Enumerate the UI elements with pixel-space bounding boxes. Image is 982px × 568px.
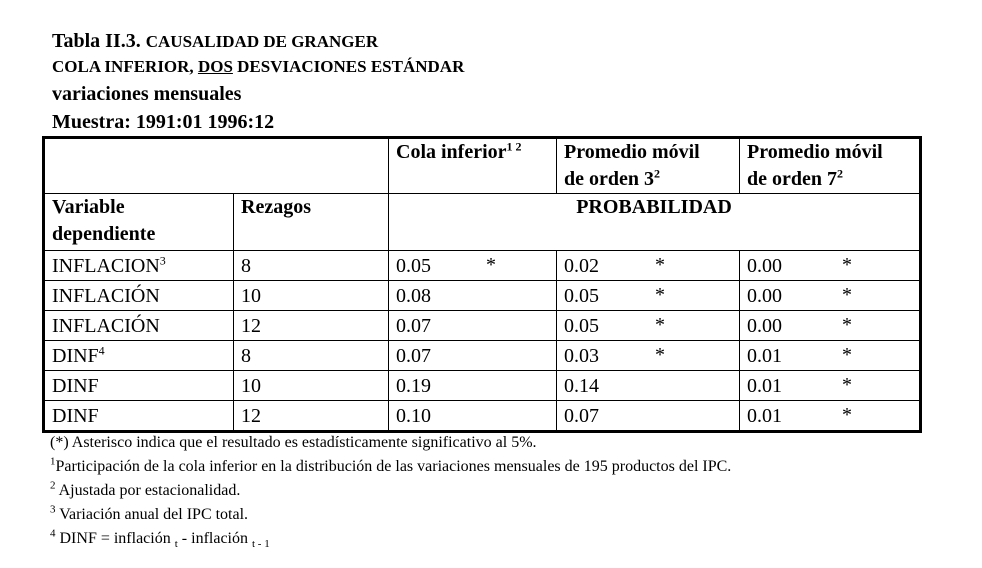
- cell-pm3: [557, 311, 740, 341]
- footnote-3: [50, 503, 731, 527]
- header-pm3-line1: Promedio móvil: [564, 141, 700, 163]
- pm3-value: 0.05: [564, 314, 599, 337]
- cell-variable: [44, 251, 234, 281]
- cell-pm7: [740, 251, 921, 281]
- header-empty-cell: [44, 138, 389, 194]
- cell-cola-inferior: [389, 341, 557, 371]
- cola-value: 0.05: [396, 254, 431, 277]
- cell-pm7: [740, 281, 921, 311]
- footnote-4-sub-t1: t - 1: [252, 538, 270, 551]
- pm7-value: 0.01: [747, 404, 782, 427]
- pm3-value: 0.03: [564, 344, 599, 367]
- header-cola-inferior: Cola inferior$^{1 2}$: [389, 138, 557, 194]
- pm3-value: 0.02: [564, 254, 599, 277]
- header-variable-line2: dependiente: [52, 223, 156, 245]
- cell-variable: [44, 281, 234, 311]
- table-row: [44, 401, 921, 432]
- footnote-4-mark: 4: [50, 527, 56, 540]
- subtitle-line-3: variaciones mensuales: [52, 83, 242, 105]
- table-row: [44, 371, 921, 401]
- footnotes: [50, 431, 731, 551]
- header-row-1: [44, 138, 921, 194]
- cell-pm3: [557, 341, 740, 371]
- cell-rezagos: 12: [234, 311, 389, 341]
- variable-name: INFLACION: [52, 254, 160, 277]
- header-pm7-line1: Promedio móvil: [747, 141, 883, 163]
- pm7-value: 0.00: [747, 314, 782, 337]
- variable-name: DINF: [52, 344, 99, 367]
- pm3-significance-star: *: [655, 314, 665, 336]
- footnote-2: [50, 479, 731, 503]
- variable-name: INFLACIÓN: [52, 314, 160, 337]
- pm3-significance-star: *: [655, 284, 665, 306]
- footnote-significance: (*) Asterisco indica que el resultado es estadísticamente significativo al 5%.: [50, 434, 537, 451]
- header-pm3-sup: 2: [654, 166, 660, 181]
- pm3-value: 0.14: [564, 374, 599, 397]
- footnote-1: [50, 455, 731, 479]
- variable-name: INFLACIÓN: [52, 284, 160, 307]
- variable-name: DINF: [52, 404, 99, 427]
- cola-value: 0.07: [396, 314, 431, 337]
- footnote-1-text: Participación de la cola inferior en la distribución de las variaciones mensuales de 195 productos del IPC.: [55, 458, 732, 475]
- variable-name: DINF: [52, 374, 99, 397]
- header-pm7-sup: 2: [837, 166, 843, 181]
- cell-pm3: [557, 281, 740, 311]
- footnote-4: [50, 527, 731, 551]
- cola-significance-star: *: [486, 254, 496, 276]
- header-variable-line1: Variable: [52, 196, 125, 218]
- cell-rezagos: 12: [234, 401, 389, 432]
- cola-value: 0.08: [396, 284, 431, 307]
- pm3-significance-star: *: [655, 344, 665, 366]
- cell-rezagos: 10: [234, 281, 389, 311]
- pm3-value: 0.07: [564, 404, 599, 427]
- cola-value: 0.07: [396, 344, 431, 367]
- cell-cola-inferior: [389, 281, 557, 311]
- pm7-significance-star: *: [842, 314, 852, 336]
- table-row: [44, 281, 921, 311]
- subtitle-2-start: COLA INFERIOR,: [52, 57, 198, 76]
- cell-cola-inferior: [389, 311, 557, 341]
- cell-pm3: [557, 371, 740, 401]
- pm7-value: 0.01: [747, 344, 782, 367]
- cell-rezagos: 8: [234, 251, 389, 281]
- pm7-value: 0.01: [747, 374, 782, 397]
- cola-value: 0.10: [396, 404, 431, 427]
- header-pm3-line2: de orden 3: [564, 168, 654, 190]
- header-variable: [44, 194, 234, 251]
- pm3-significance-star: *: [655, 254, 665, 276]
- cell-variable: [44, 311, 234, 341]
- pm7-significance-star: *: [842, 284, 852, 306]
- header-pm3: [557, 138, 740, 194]
- header-rezagos: Rezagos: [234, 194, 389, 251]
- footnote-2-mark: 2: [50, 479, 56, 492]
- cell-pm7: [740, 371, 921, 401]
- footnote-4-sub-t: t: [174, 538, 178, 551]
- cell-cola-inferior: [389, 401, 557, 432]
- cell-variable: [44, 371, 234, 401]
- variable-footnote-mark: 4: [98, 342, 105, 357]
- header-pm7-line2: de orden 7: [747, 168, 837, 190]
- pm7-significance-star: *: [842, 254, 852, 276]
- subtitle-2-underlined: DOS: [197, 57, 233, 76]
- table-row: [44, 341, 921, 371]
- granger-table: [42, 136, 922, 433]
- cell-pm7: [740, 401, 921, 432]
- cell-pm3: [557, 401, 740, 432]
- cell-pm7: [740, 311, 921, 341]
- table-number: Tabla II.3.: [52, 30, 141, 52]
- header-row-2: [44, 194, 921, 251]
- header-probabilidad: PROBABILIDAD: [389, 194, 921, 251]
- header-cola-sup: 1 2: [506, 139, 522, 154]
- pm7-significance-star: *: [842, 344, 852, 366]
- table-row: [44, 311, 921, 341]
- cell-cola-inferior: [389, 371, 557, 401]
- sample-period: Muestra: 1991:01 1996:12: [52, 111, 275, 133]
- table-title: [52, 30, 378, 53]
- footnote-4-text-b: - inflación: [177, 530, 252, 547]
- cell-cola-inferior: [389, 251, 557, 281]
- header-pm7: [740, 138, 921, 194]
- cell-pm3: [557, 251, 740, 281]
- subtitle-2-end: DESVIACIONES ESTÁNDAR: [232, 57, 465, 76]
- pm7-significance-star: *: [842, 374, 852, 396]
- footnote-3-mark: 3: [50, 503, 56, 516]
- variable-footnote-mark: 3: [159, 252, 166, 267]
- subtitle-line-2: [52, 57, 464, 77]
- cell-variable: [44, 341, 234, 371]
- cell-pm7: [740, 341, 921, 371]
- footnote-1-mark: 1: [50, 455, 56, 468]
- pm7-value: 0.00: [747, 284, 782, 307]
- cell-variable: [44, 401, 234, 432]
- pm7-value: 0.00: [747, 254, 782, 277]
- footnote-2-text: Ajustada por estacionalidad.: [55, 482, 241, 499]
- table-row: [44, 251, 921, 281]
- pm3-value: 0.05: [564, 284, 599, 307]
- cell-rezagos: 10: [234, 371, 389, 401]
- table-name: CAUSALIDAD DE GRANGER: [145, 32, 379, 51]
- cell-rezagos: 8: [234, 341, 389, 371]
- footnote-3-text: Variación anual del IPC total.: [55, 506, 249, 523]
- pm7-significance-star: *: [842, 404, 852, 426]
- footnote-4-text-a: DINF = inflación: [55, 530, 175, 547]
- cola-value: 0.19: [396, 374, 431, 397]
